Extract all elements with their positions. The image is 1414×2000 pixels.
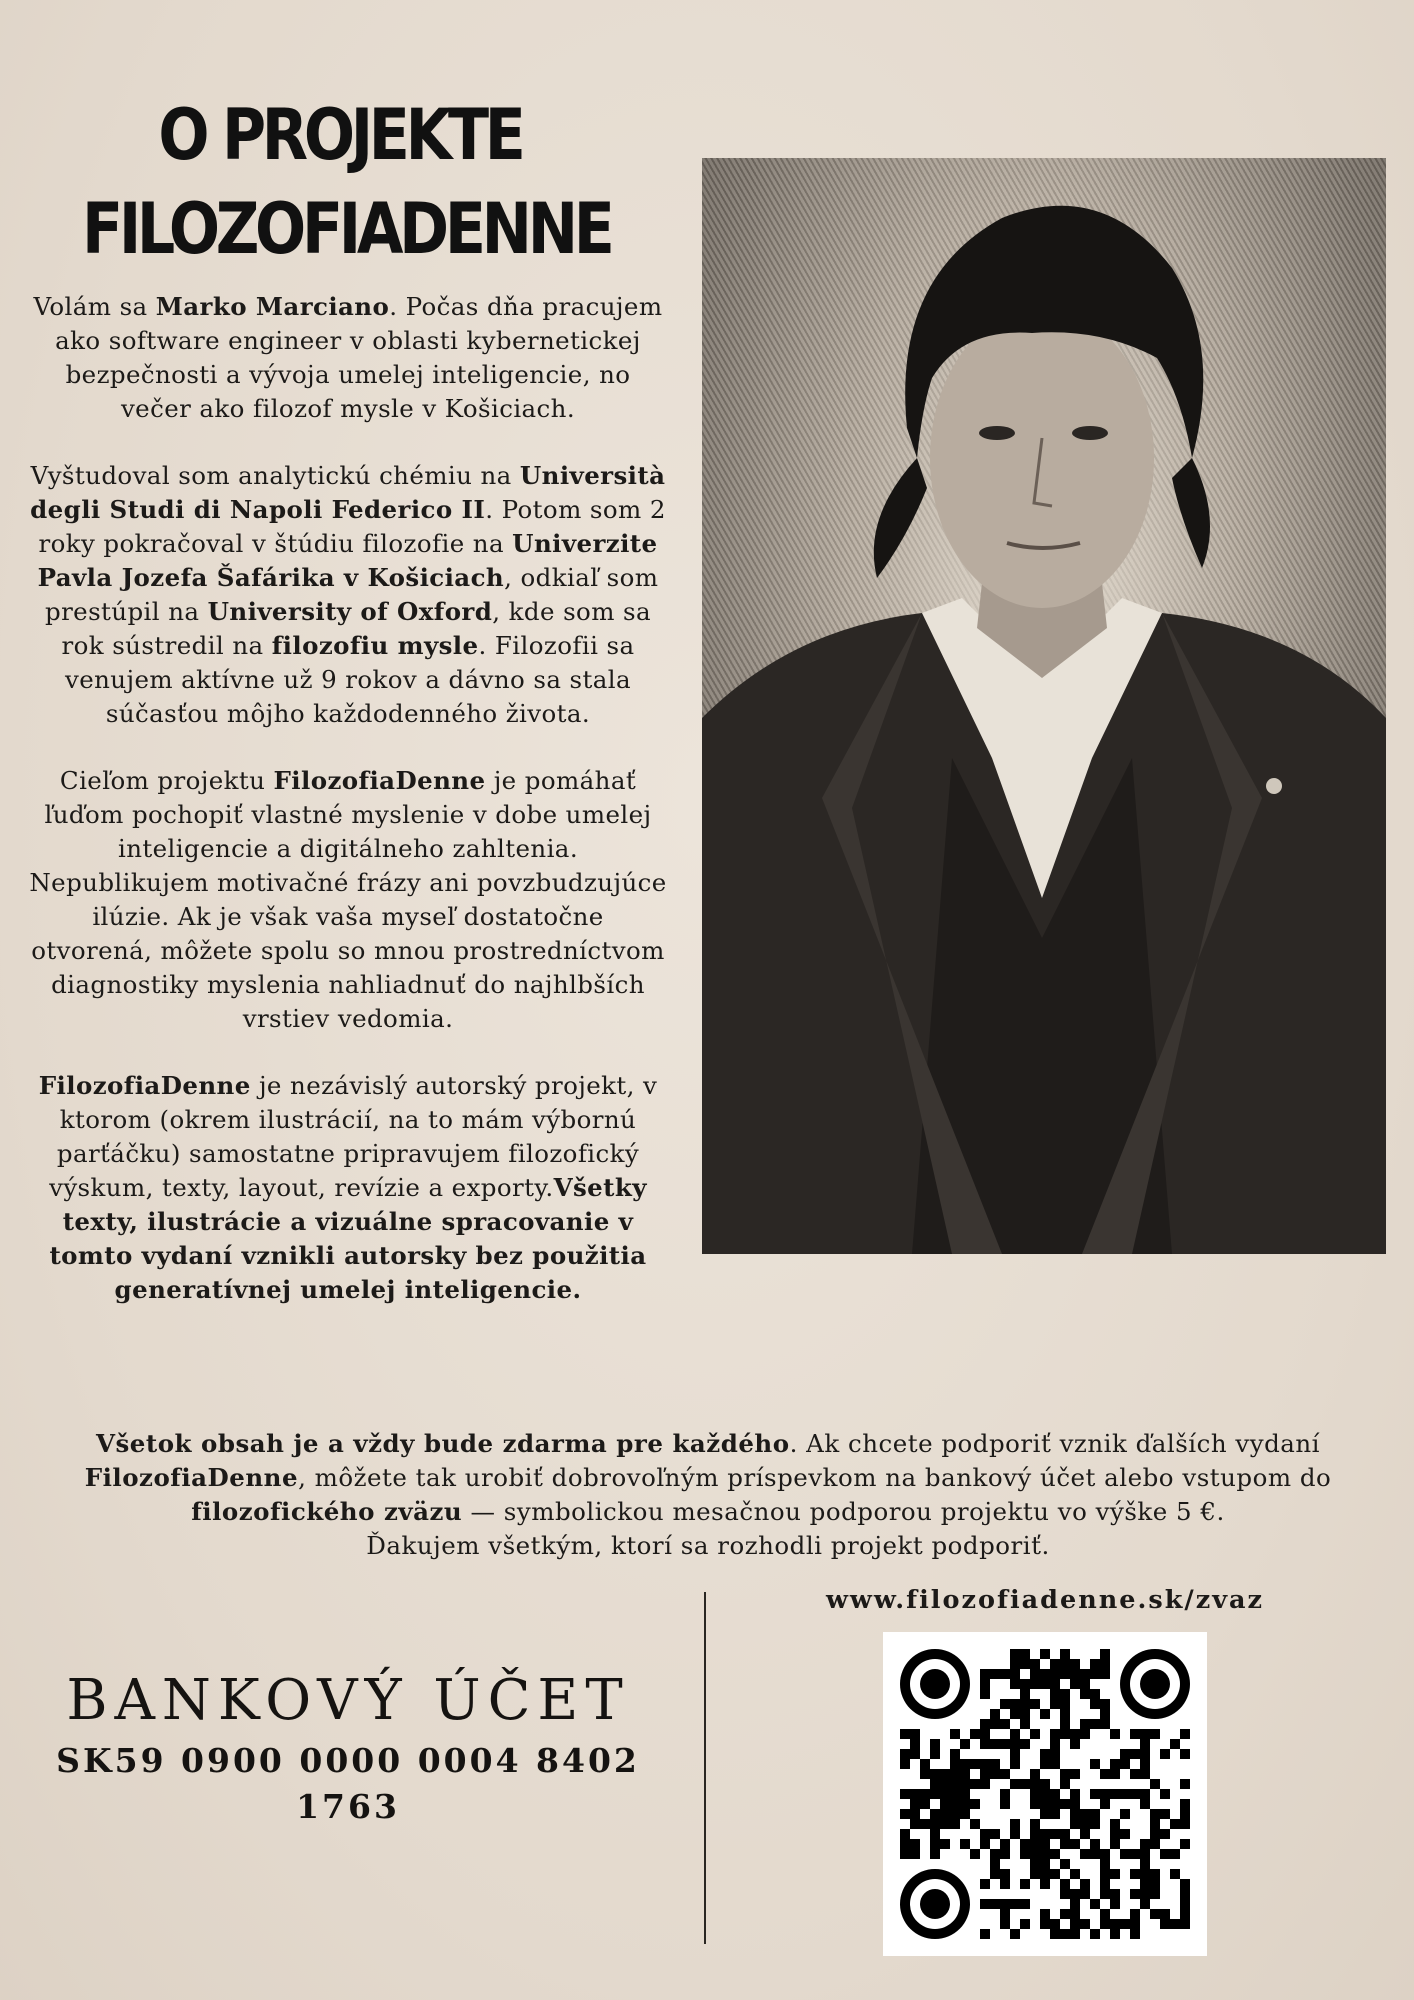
text-run: . Ak chcete podporiť vznik ďalších vydaní <box>789 1429 1320 1458</box>
portrait-photo-icon <box>702 158 1386 1254</box>
support-text <box>28 1427 1388 1563</box>
text-run: . Filozofii sa venujem aktívne už 9 rokov a dávno sa stala súčasťou môjho každodenného života. <box>64 631 635 728</box>
author-portrait <box>702 158 1386 1254</box>
text-run: Volám sa <box>33 292 156 321</box>
text-run: Vyštudoval som analytickú chémiu na <box>30 461 520 490</box>
text-run: Ďakujem všetkým, ktorí sa rozhodli projekt podporiť. <box>366 1531 1050 1560</box>
bold-text: Všetok obsah je a vždy bude zdarma pre každého <box>95 1429 790 1458</box>
bold-text: FilozofiaDenne <box>273 766 486 795</box>
bold-text: filozofického zväzu <box>191 1497 463 1526</box>
title-line-1: O PROJEKTE <box>158 94 522 176</box>
support-line-1 <box>28 1427 1388 1461</box>
bold-text: FilozofiaDenne <box>84 1463 299 1492</box>
text-run: Cieľom projektu <box>59 766 274 795</box>
text-run: je nezávislý autorský projekt, v ktorom (okrem ilustrácií, na to mám výbornú parťáčku) samostatne pripravujem filozofický výskum, texty, layout, revízie a exporty. <box>49 1071 658 1202</box>
qr-code-graphic <box>883 1632 1207 1956</box>
text-run: , odkiaľ som prestúpil na <box>44 563 659 626</box>
bank-iban: SK59 0900 0000 0004 8402 1763 <box>56 1741 640 1826</box>
text-run: , kde som sa rok sústredil na <box>61 597 651 660</box>
intro-paragraph-2 <box>28 459 668 731</box>
qr-code-icon[interactable] <box>883 1632 1207 1956</box>
bold-text: Všetky texty, ilustrácie a vizuálne spracovanie v tomto vydaní vznikli autorsky bez použitia generatívnej umelej inteligencie. <box>49 1173 647 1304</box>
intro-paragraph-4 <box>28 1069 668 1307</box>
text-run: — symbolickou mesačnou podporou projektu vo výške 5 €. <box>462 1497 1225 1526</box>
text-run: . Potom som 2 roky pokračoval v štúdiu filozofie na <box>38 495 666 558</box>
vertical-divider <box>704 1592 706 1944</box>
support-line-3 <box>28 1495 1388 1529</box>
bank-heading: BANKOVÝ ÚČET <box>66 1668 630 1733</box>
text-run: je pomáhať ľuďom pochopiť vlastné myslenie v dobe umelej inteligencie a digitálneho zahltenia. Nepublikujem motivačné frázy ani povzbudzujúce ilúzie. Ak je však vaša myseľ dostatočne otvorená, môžete spolu so mnou prostredníctvom diagnostiky myslenia nahliadnuť do najhlbších vrstiev vedomia. <box>29 766 667 1033</box>
support-line-2 <box>28 1461 1388 1495</box>
bold-text: filozofiu mysle <box>271 631 479 660</box>
web-url[interactable]: www.filozofiadenne.sk/zvaz <box>825 1585 1265 1615</box>
text-run: . Počas dňa pracujem ako software engineer v oblasti kybernetickej bezpečnosti a vývoja umelej inteligencie, no večer ako filozof mysle v Košiciach. <box>55 292 663 423</box>
bold-text: FilozofiaDenne <box>38 1071 251 1100</box>
bold-text: University of Oxford <box>207 597 493 626</box>
text-run: , môžete tak urobiť dobrovoľným príspevkom na bankový účet alebo vstupom do <box>298 1463 1332 1492</box>
intro-paragraph-3 <box>28 764 668 1036</box>
bold-text: Univerzite Pavla Jozefa Šafárika v Košiciach <box>37 529 658 592</box>
intro-column <box>28 290 668 1340</box>
intro-paragraph-1 <box>28 290 668 426</box>
page-title <box>82 88 611 276</box>
title-line-2: FILOZOFIADENNE <box>82 188 611 270</box>
bold-text: Marko Marciano <box>155 292 390 321</box>
bold-text: Università degli Studi di Napoli Federico II <box>30 461 666 524</box>
support-line-4 <box>28 1529 1388 1563</box>
